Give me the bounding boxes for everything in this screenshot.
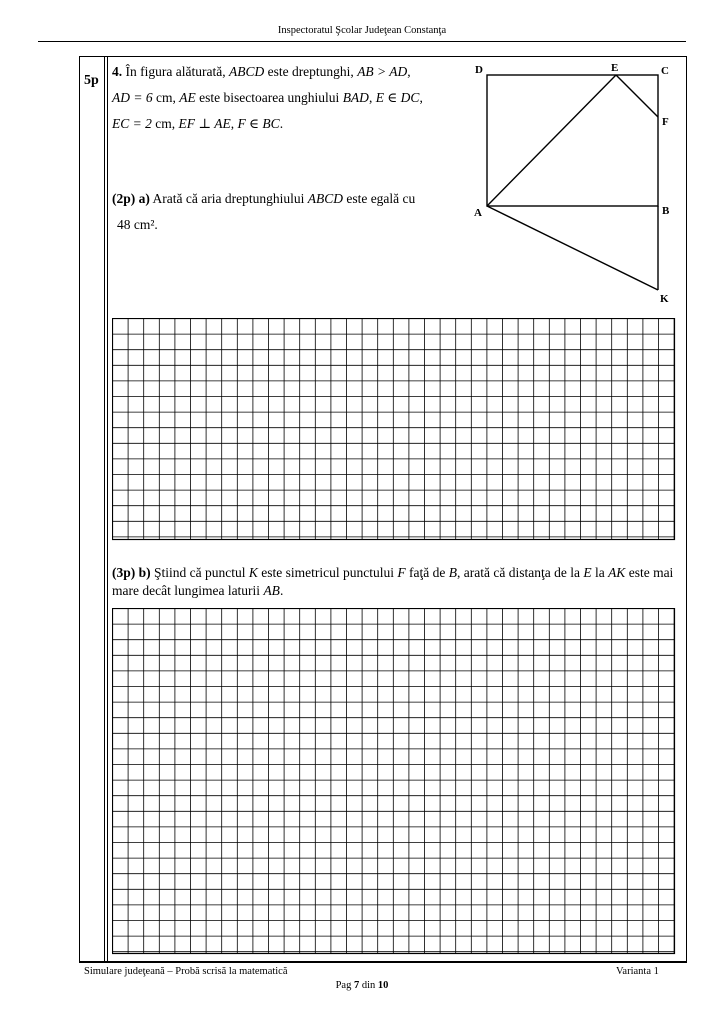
page-prefix: Pag <box>335 980 352 991</box>
part-b-t4: , arată că distanţa de la <box>457 565 580 580</box>
part-b-t3: faţă de <box>409 565 446 580</box>
part-a-value: 48 cm². <box>117 217 158 232</box>
page-number: 7 <box>353 980 360 991</box>
answer-grid-a[interactable] <box>112 318 676 541</box>
segment-ef <box>616 75 658 117</box>
points-label: 5p <box>84 73 99 88</box>
ad-length: AD = 6 <box>112 90 153 105</box>
part-a-rect: ABCD <box>307 191 343 206</box>
part-b-t7: mare decât lungimea laturii <box>112 583 261 598</box>
segment-ae <box>487 75 616 206</box>
part-b-t5: la <box>594 565 605 580</box>
footer-page <box>0 980 724 991</box>
segment-ak <box>487 206 658 290</box>
question-text2: este bisectoarea unghiului <box>199 90 340 105</box>
part-a-text: Arată că aria dreptunghiului <box>152 191 305 206</box>
part-b-e: E <box>583 565 592 580</box>
page-mid: din <box>361 980 376 991</box>
inequality: AB > AD <box>357 64 408 79</box>
label-d: D <box>475 64 483 76</box>
e-in-dc: E ∈ DC <box>375 90 420 105</box>
part-b-t8: . <box>279 583 284 598</box>
ec-length: EC = 2 <box>112 116 152 131</box>
label-a: A <box>474 207 482 219</box>
points-column-divider <box>104 56 105 962</box>
question-number: 4. <box>112 64 123 79</box>
grid-lines <box>112 318 675 540</box>
part-a-line-1 <box>112 186 415 212</box>
question-end: . <box>279 116 284 131</box>
grid-lines <box>112 608 675 954</box>
part-b-t6: este mai <box>628 565 674 580</box>
part-b-b: B <box>448 565 457 580</box>
header-title: Inspectoratul Şcolar Judeţean Constanţa <box>277 25 447 36</box>
part-a-text2: este egală cu <box>346 191 416 206</box>
cm-unit-1: cm, <box>155 90 176 105</box>
part-b-ak: AK <box>608 565 626 580</box>
part-a-label: (2p) a) <box>112 191 150 206</box>
part-b-k: K <box>248 565 258 580</box>
answer-grid-b[interactable] <box>112 608 676 955</box>
question-line-3: EC = 2 cm, EF ⊥ AE, F ∈ BC. <box>112 116 284 131</box>
points-column-divider-inner <box>107 56 108 962</box>
ae-segment: AE <box>179 90 196 105</box>
question-text1: este dreptunghi, <box>267 64 354 79</box>
frame-bottom-rule <box>79 961 687 963</box>
part-a-line-2 <box>117 212 158 238</box>
label-k: K <box>660 293 669 305</box>
question-line-1: 4. În figura alăturată, ABCD este dreptunghi, AB > AD, <box>112 64 411 79</box>
label-b: B <box>662 205 670 217</box>
header-rule <box>38 41 686 42</box>
question-intro: În figura alăturată, <box>125 64 226 79</box>
rect-name: ABCD <box>228 64 265 79</box>
perpendicular: EF ⊥ AE <box>178 116 231 131</box>
f-in-bc: F ∈ BC <box>237 116 280 131</box>
footer-right: Varianta 1 <box>616 966 659 977</box>
cm-unit-2: cm, <box>155 116 176 131</box>
rectangle-abcd <box>487 75 658 206</box>
part-b-line-2 <box>112 578 283 604</box>
question-line-2: AD = 6 cm, AE este bisectoarea unghiului BAD, E ∈ DC, <box>112 90 423 105</box>
part-b-t2: este simetricul punctului <box>261 565 395 580</box>
geometry-figure <box>470 58 685 310</box>
part-b-t1: Ştiind că punctul <box>154 565 246 580</box>
part-b-f: F <box>397 565 406 580</box>
angle-name: BAD <box>342 90 369 105</box>
part-b-label: (3p) b) <box>112 565 151 580</box>
part-b-ab: AB <box>263 583 280 598</box>
label-e: E <box>611 62 619 74</box>
label-c: C <box>661 65 669 77</box>
page-total: 10 <box>377 980 389 991</box>
footer-left: Simulare judeţeană – Probă scrisă la matematică <box>84 966 288 977</box>
label-f: F <box>662 116 669 128</box>
